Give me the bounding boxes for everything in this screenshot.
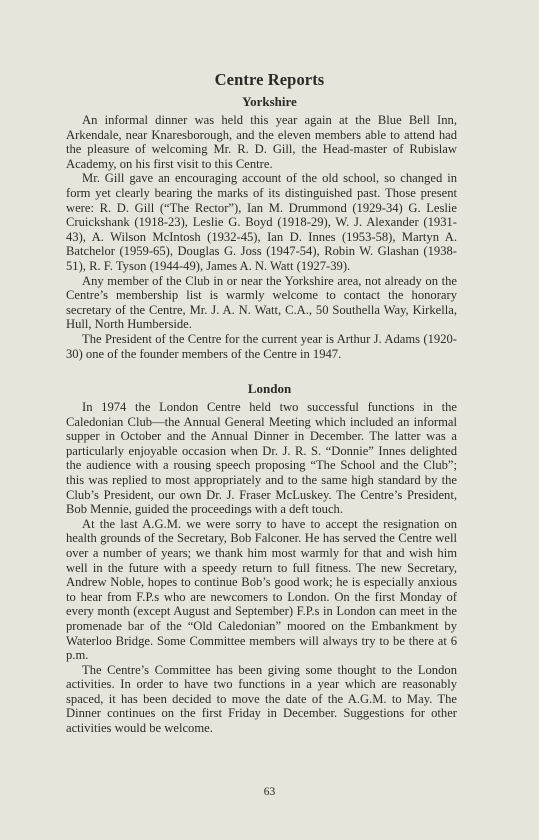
page-number: 63	[263, 786, 276, 798]
paragraph: The President of the Centre for the current year is Arthur J. Adams (1920-30) one of the founder members of the Centre in 1947.	[66, 331, 457, 361]
paragraph: At the last A.G.M. we were sorry to have to accept the resignation on health grounds of the Secretary, Bob Falconer. He has served the Centre well over a number of years; we thank him most warmly for that and wish him well in the future with a speedy return to full fitness. The new Secretary, Andrew Noble, hopes to continue Bob’s good work; he is especially anxious to hear from F.P.s who are newcomers to London. On the first Monday of every month (except August and September) F.P.s in London can meet in the promenade bar of the “Old Caledonian” moored on the Embankment by Waterloo Bridge. Some Committee members will always try to be there at 6 p.m.	[66, 516, 457, 663]
section-heading-london: London	[247, 381, 292, 396]
page-title: Centre Reports	[214, 70, 325, 89]
paragraph: Any member of the Club in or near the Yorkshire area, not already on the Centre’s membership list is warmly welcome to contact the honorary secretary of the Centre, Mr. J. A. N. Watt, C.A., 50 Southella Way, Kirkella, Hull, North Humberside.	[66, 273, 457, 332]
paragraph: An informal dinner was held this year again at the Blue Bell Inn, Arkendale, near Knaresborough, and the eleven members able to attend had the pleasure of welcoming Mr. R. D. Gill, the Head-master of Rubislaw Academy, on his first visit to this Centre.	[66, 113, 457, 171]
section-body-london	[66, 400, 457, 736]
section-body-yorkshire	[66, 113, 457, 361]
paragraph: In 1974 the London Centre held two successful functions in the Caledonian Club—the Annual General Meeting which included an informal supper in October and the Annual Dinner in December. The latter was a particularly enjoyable occasion when Dr. J. R. S. “Donnie” Innes delighted the audience with a rousing speech proposing “The School and the Club”; this was replied to most appropriately and to the same high standard by the Club’s President, our own Dr. J. Fraser McLuskey. The Centre’s President, Bob Mennie, guided the proceedings with a deft touch.	[66, 400, 457, 517]
section-heading-yorkshire: Yorkshire	[242, 94, 297, 109]
paragraph: Mr. Gill gave an encouraging account of the old school, so changed in form yet clearly bearing the marks of its distinguished past. Those present were: R. D. Gill (“The Rector”), Ian M. Drummond (1929-34) G. Leslie Cruickshank (1918-23), Leslie G. Boyd (1918-29), W. J. Alexander (1931-43), A. Wilson McIntosh (1932-45), Ian D. Innes (1953-58), Martyn A. Batchelor (1959-65), Douglas G. Joss (1947-54), Robin W. Glashan (1938-51), R. F. Tyson (1944-49), James A. N. Watt (1927-39).	[66, 171, 457, 273]
paragraph: The Centre’s Committee has been giving some thought to the London activities. In order to have two functions in a year which are reasonably spaced, it has been decided to move the date of the A.G.M. to May. The Dinner continues on the first Friday in December. Suggestions for other activities would be welcome.	[66, 662, 457, 736]
